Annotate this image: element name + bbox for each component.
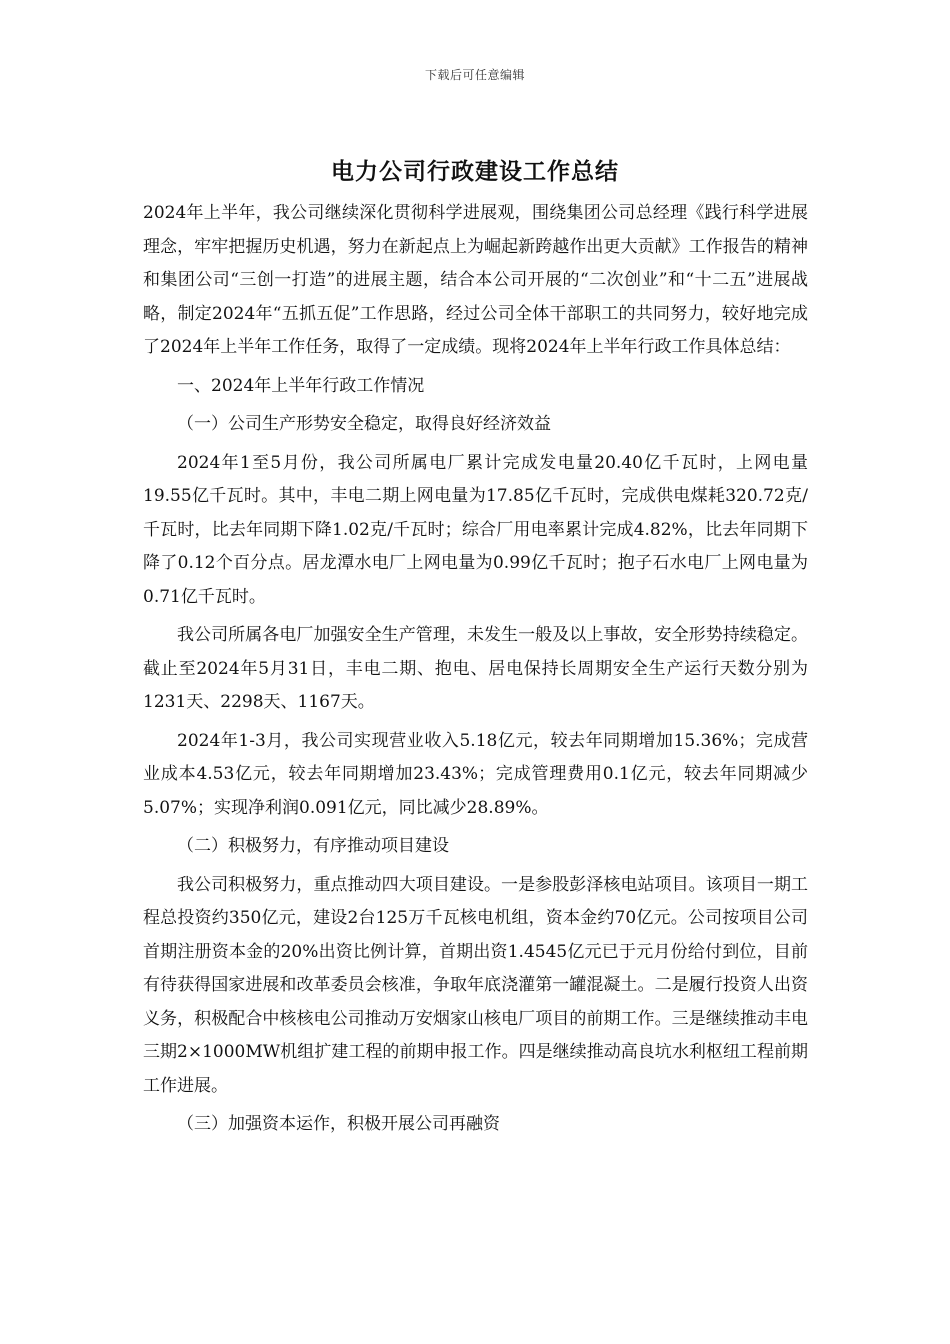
section-heading-1: 一、2024年上半年行政工作情况 [177,375,425,396]
paragraph-intro: 2024年上半年，我公司继续深化贯彻科学进展观，围绕集团公司总经理《践行科学进展理念，牢牢把握历史机遇，努力在新起点上为崛起新跨越作出更大贡献》工作报告的精神和集团公司“三创一打造”的进展主题，结合本公司开展的“二次创业”和“十二五”进展战略，制定2024年“五抓五促”工作思路，经过公司全体干部职工的共同努力，较好地完成了2024年上半年工作任务，取得了一定成绩。现将2024年上半年行政工作具体总结： [143,203,808,357]
subsection-heading-2: （二）积极努力，有序推动项目建设 [177,836,449,856]
subsection-heading-1: （一）公司生产形势安全稳定，取得良好经济效益 [177,414,551,434]
document-title: 电力公司行政建设工作总结 [331,158,619,185]
document-body [143,197,808,1147]
paragraph-safety: 我公司所属各电厂加强安全生产管理，未发生一般及以上事故，安全形势持续稳定。截止至2024年5月31日，丰电二期、抱电、居电保持长周期安全生产运行天数分别为1231天、2298天、1167天。 [143,625,808,712]
paragraph-generation: 2024年1至5月份，我公司所属电厂累计完成发电量20.40亿千瓦时，上网电量19.55亿千瓦时。其中，丰电二期上网电量为17.85亿千瓦时，完成供电煤耗320.72克/千瓦时，比去年同期下降1.02克/千瓦时；综合厂用电率累计完成4.82%，比去年同期下降了0.12个百分点。居龙潭水电厂上网电量为0.99亿千瓦时；抱子石水电厂上网电量为0.71亿千瓦时。 [143,452,808,607]
paragraph-projects: 我公司积极努力，重点推动四大项目建设。一是参股彭泽核电站项目。该项目一期工程总投资约350亿元，建设2台125万千瓦核电机组，资本金约70亿元。公司按项目公司首期注册资本金的20%出资比例计算，首期出资1.4545亿元已于元月份给付到位，目前有待获得国家进展和改革委员会核准，争取年底浇灌第一罐混凝土。二是履行投资人出资义务，积极配合中核核电公司推动万安烟家山核电厂项目的前期工作。三是继续推动丰电三期2×1000MW机组扩建工程的前期申报工作。四是继续推动高良坑水利枢纽工程前期工作进展。 [143,874,808,1096]
header-note: 下载后可任意编辑 [424,68,525,82]
subsection-heading-3: （三）加强资本运作，积极开展公司再融资 [177,1114,500,1134]
paragraph-finance: 2024年1-3月，我公司实现营业收入5.18亿元，较去年同期增加15.36%；完成营业成本4.53亿元，较去年同期增加23.43%；完成管理费用0.1亿元，较去年同期减少5.07%；实现净利润0.091亿元，同比减少28.89%。 [143,730,808,818]
